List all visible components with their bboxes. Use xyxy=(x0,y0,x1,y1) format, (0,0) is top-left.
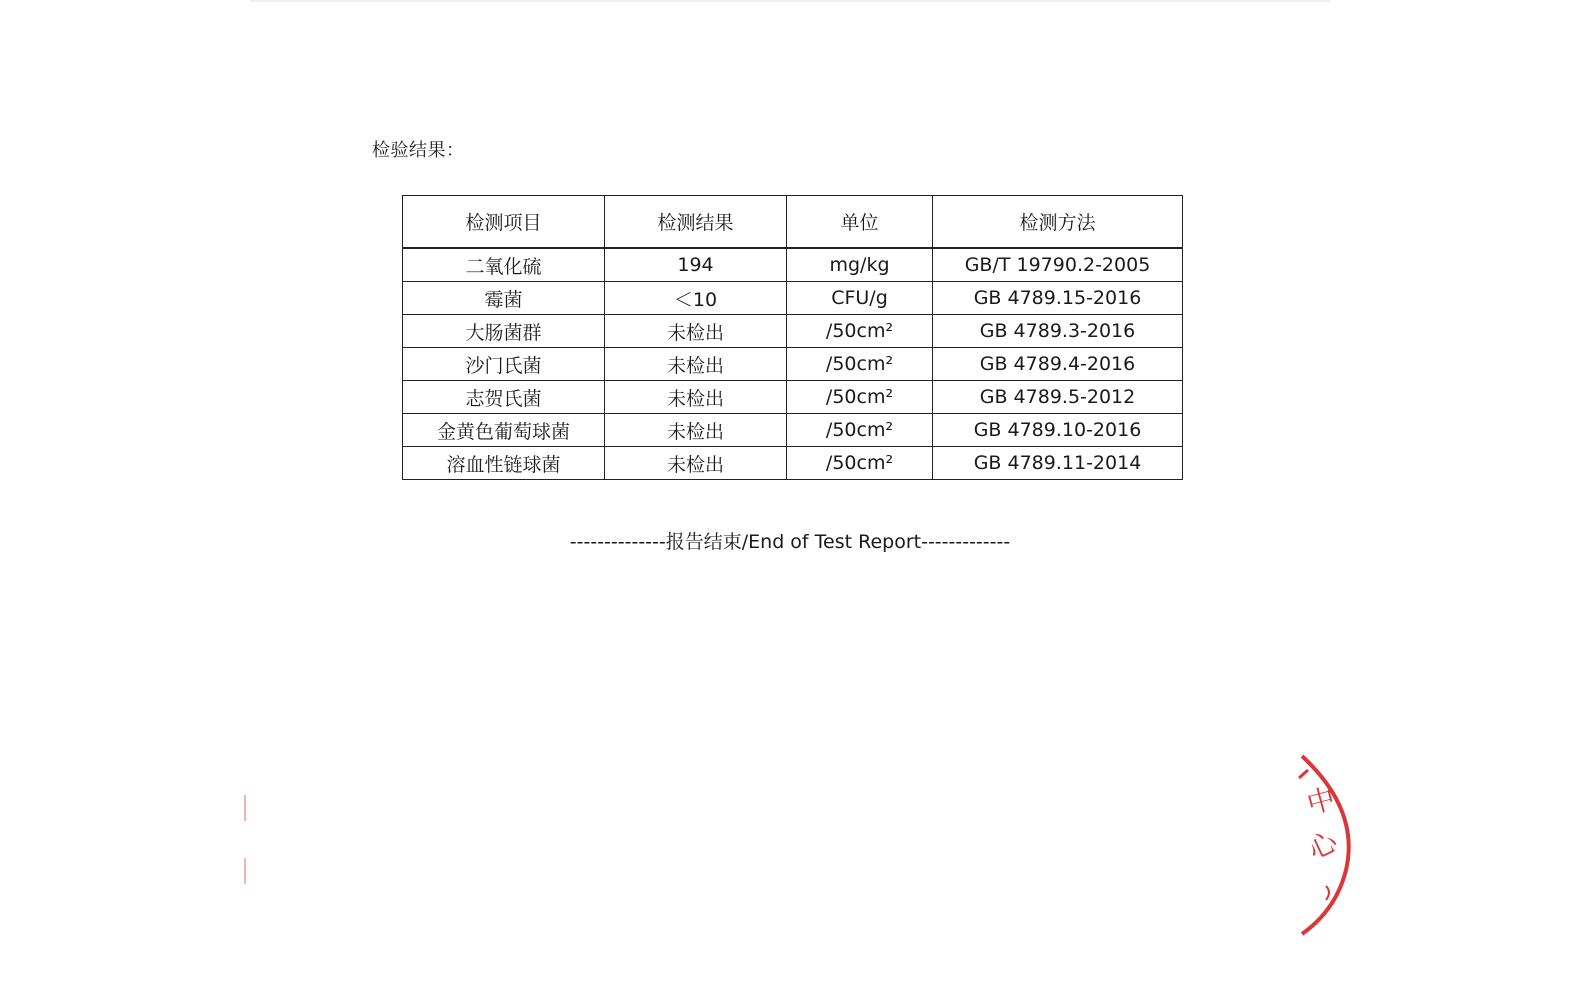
cell-method: GB 4789.15-2016 xyxy=(933,282,1183,315)
cell-result: 194 xyxy=(605,248,787,282)
cell-method: GB 4789.10-2016 xyxy=(933,414,1183,447)
red-seal-stamp xyxy=(1296,750,1356,940)
cell-unit: /50cm² xyxy=(787,315,933,348)
header-item: 检测项目 xyxy=(403,196,605,249)
cell-method: GB 4789.4-2016 xyxy=(933,348,1183,381)
cell-method: GB 4789.5-2012 xyxy=(933,381,1183,414)
cell-item: 溶血性链球菌 xyxy=(403,447,605,480)
header-method: 检测方法 xyxy=(933,196,1183,249)
cell-result: 未检出 xyxy=(605,381,787,414)
table-row xyxy=(403,447,1183,480)
cell-unit: mg/kg xyxy=(787,248,933,282)
cell-item: 志贺氏菌 xyxy=(403,381,605,414)
table-header-row xyxy=(403,196,1183,249)
cell-method: GB 4789.11-2014 xyxy=(933,447,1183,480)
header-unit: 单位 xyxy=(787,196,933,249)
cell-unit: CFU/g xyxy=(787,282,933,315)
table-row xyxy=(403,381,1183,414)
page-top-edge xyxy=(250,0,1330,2)
cell-method: GB/T 19790.2-2005 xyxy=(933,248,1183,282)
cell-item: 金黄色葡萄球菌 xyxy=(403,414,605,447)
end-of-report-line: --------------报告结束/End of Test Report------------- xyxy=(569,531,1011,553)
cell-result: 未检出 xyxy=(605,315,787,348)
table-row xyxy=(403,282,1183,315)
results-table xyxy=(402,195,1183,480)
cell-result: ＜10 xyxy=(605,282,787,315)
seal-character: 心 xyxy=(1303,824,1343,867)
cell-result: 未检出 xyxy=(605,414,787,447)
section-label: 检验结果： xyxy=(372,140,465,161)
seal-character: 中 xyxy=(1303,781,1339,821)
seal-characters xyxy=(1303,782,1343,867)
seal-fragment xyxy=(1299,770,1308,778)
cell-result: 未检出 xyxy=(605,348,787,381)
table-row xyxy=(403,248,1183,282)
table-row xyxy=(403,414,1183,447)
cell-unit: /50cm² xyxy=(787,381,933,414)
table-row xyxy=(403,348,1183,381)
seal-small-text xyxy=(1326,886,1329,900)
table-row xyxy=(403,315,1183,348)
cell-result: 未检出 xyxy=(605,447,787,480)
cell-item: 二氧化硫 xyxy=(403,248,605,282)
cell-item: 大肠菌群 xyxy=(403,315,605,348)
cell-unit: /50cm² xyxy=(787,414,933,447)
cell-unit: /50cm² xyxy=(787,447,933,480)
left-margin-mark xyxy=(244,795,246,821)
header-result: 检测结果 xyxy=(605,196,787,249)
left-margin-mark xyxy=(244,858,246,884)
cell-item: 沙门氏菌 xyxy=(403,348,605,381)
cell-item: 霉菌 xyxy=(403,282,605,315)
cell-method: GB 4789.3-2016 xyxy=(933,315,1183,348)
cell-unit: /50cm² xyxy=(787,348,933,381)
